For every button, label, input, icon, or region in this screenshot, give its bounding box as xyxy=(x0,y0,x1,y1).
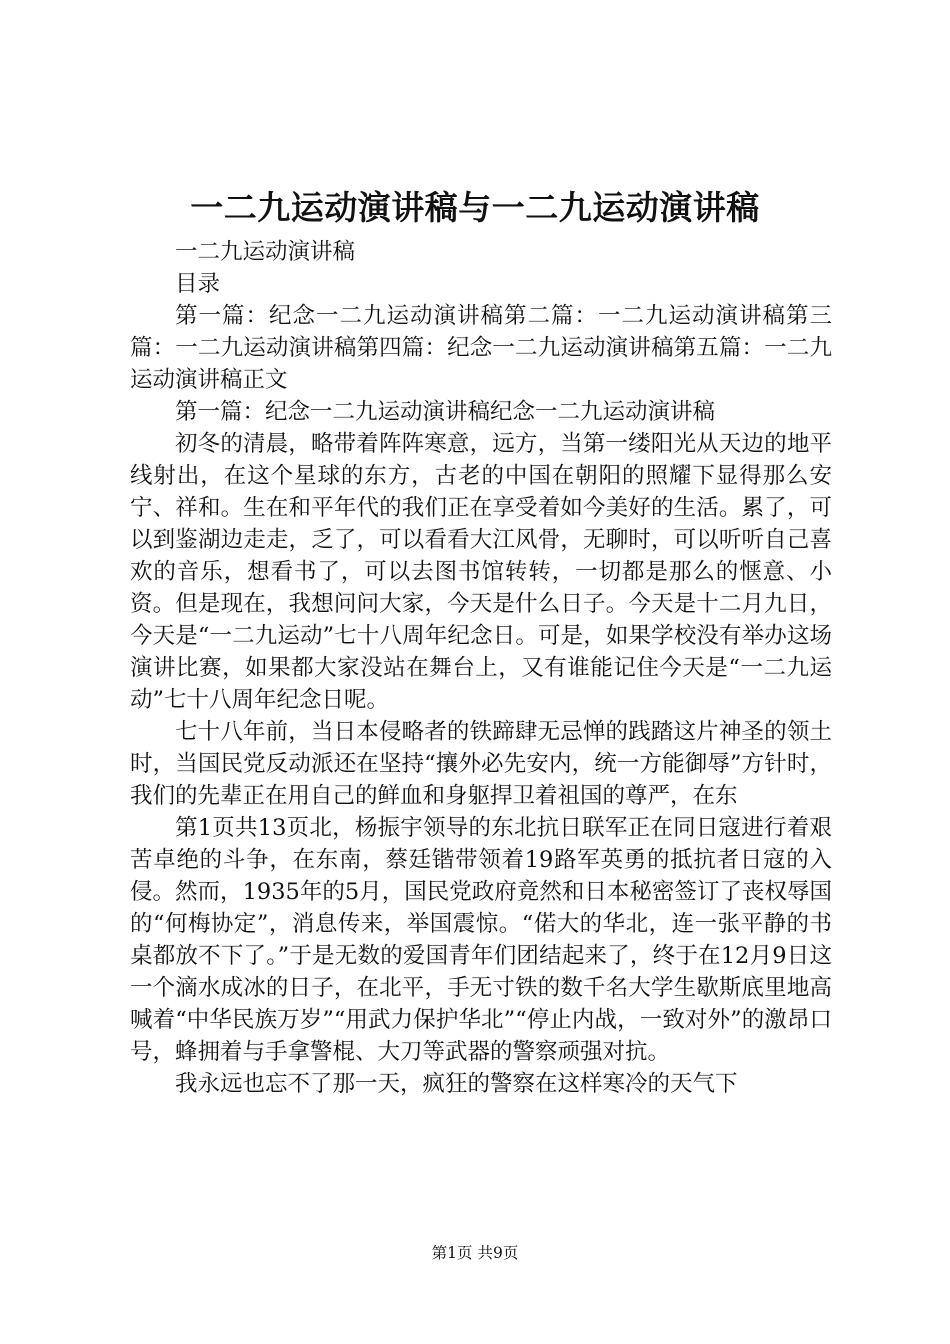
toc-heading: 目录 xyxy=(175,271,221,297)
body-paragraph: 初冬的清晨，略带着阵阵寒意，远方，当第一缕阳光从天边的地平线射出，在这个星球的东方，古老的中国在朝阳的照耀下显得那么安宁、祥和。生在和平年代的我们正在享受着如今美好的生活。累了，可以到鉴湖边走走，乏了，可以看看大江风骨，无聊时，可以听听自己喜欢的音乐，想看书了，可以去图书馆转转，一切都是那么的惬意、小资。但是现在，我想问问大家，今天是什么日子。今天是十二月九日，今天是“一二九运动”七十八周年纪念日。可是，如果学校没有举办这场演讲比赛，如果都大家没站在舞台上，又有谁能记住今天是“一二九运动”七十八周年纪念日呢。 xyxy=(130,431,832,713)
document-title: 一二九运动演讲稿与一二九运动演讲稿 xyxy=(190,188,760,227)
body-paragraph: 第1页共13页北，杨振宇领导的东北抗日联军正在同日寇进行着艰苦卓绝的斗争，在东南，蔡廷锴带领着19路军英勇的抵抗者日寇的入侵。然而，1935年的5月，国民党政府竟然和日本秘密签订了丧权辱国的“何梅协定”，消息传来，举国震惊。“偌大的华北，连一张平静的书桌都放不下了。”于是无数的爱国青年们团结起来了，终于在12月9日这一个滴水成冰的日子，在北平，手无寸铁的数千名大学生歇斯底里地高喊着“中华民族万岁”“用武力保护华北”“停止内战，一致对外”的激昂口号，蜂拥着与手拿警棍、大刀等武器的警察顽强对抗。 xyxy=(130,815,832,1065)
toc-paragraph: 第一篇：纪念一二九运动演讲稿第二篇：一二九运动演讲稿第三篇：一二九运动演讲稿第四篇：纪念一二九运动演讲稿第五篇：一二九运动演讲稿正文 xyxy=(130,303,832,393)
body-paragraph: 我永远也忘不了那一天，疯狂的警察在这样寒冷的天气下 xyxy=(175,1071,738,1097)
document-body xyxy=(130,236,832,1100)
chapter-heading: 第一篇：纪念一二九运动演讲稿纪念一二九运动演讲稿 xyxy=(175,399,716,425)
body-paragraph: 七十八年前，当日本侵略者的铁蹄肆无忌惮的践踏这片神圣的领土时，当国民党反动派还在坚持“攘外必先安内，统一方能御辱”方针时，我们的先辈正在用自己的鲜血和身躯捍卫着祖国的尊严，在东 xyxy=(130,719,832,809)
subtitle-paragraph: 一二九运动演讲稿 xyxy=(175,239,356,265)
page-footer: 第1页 共9页 xyxy=(431,1244,519,1262)
